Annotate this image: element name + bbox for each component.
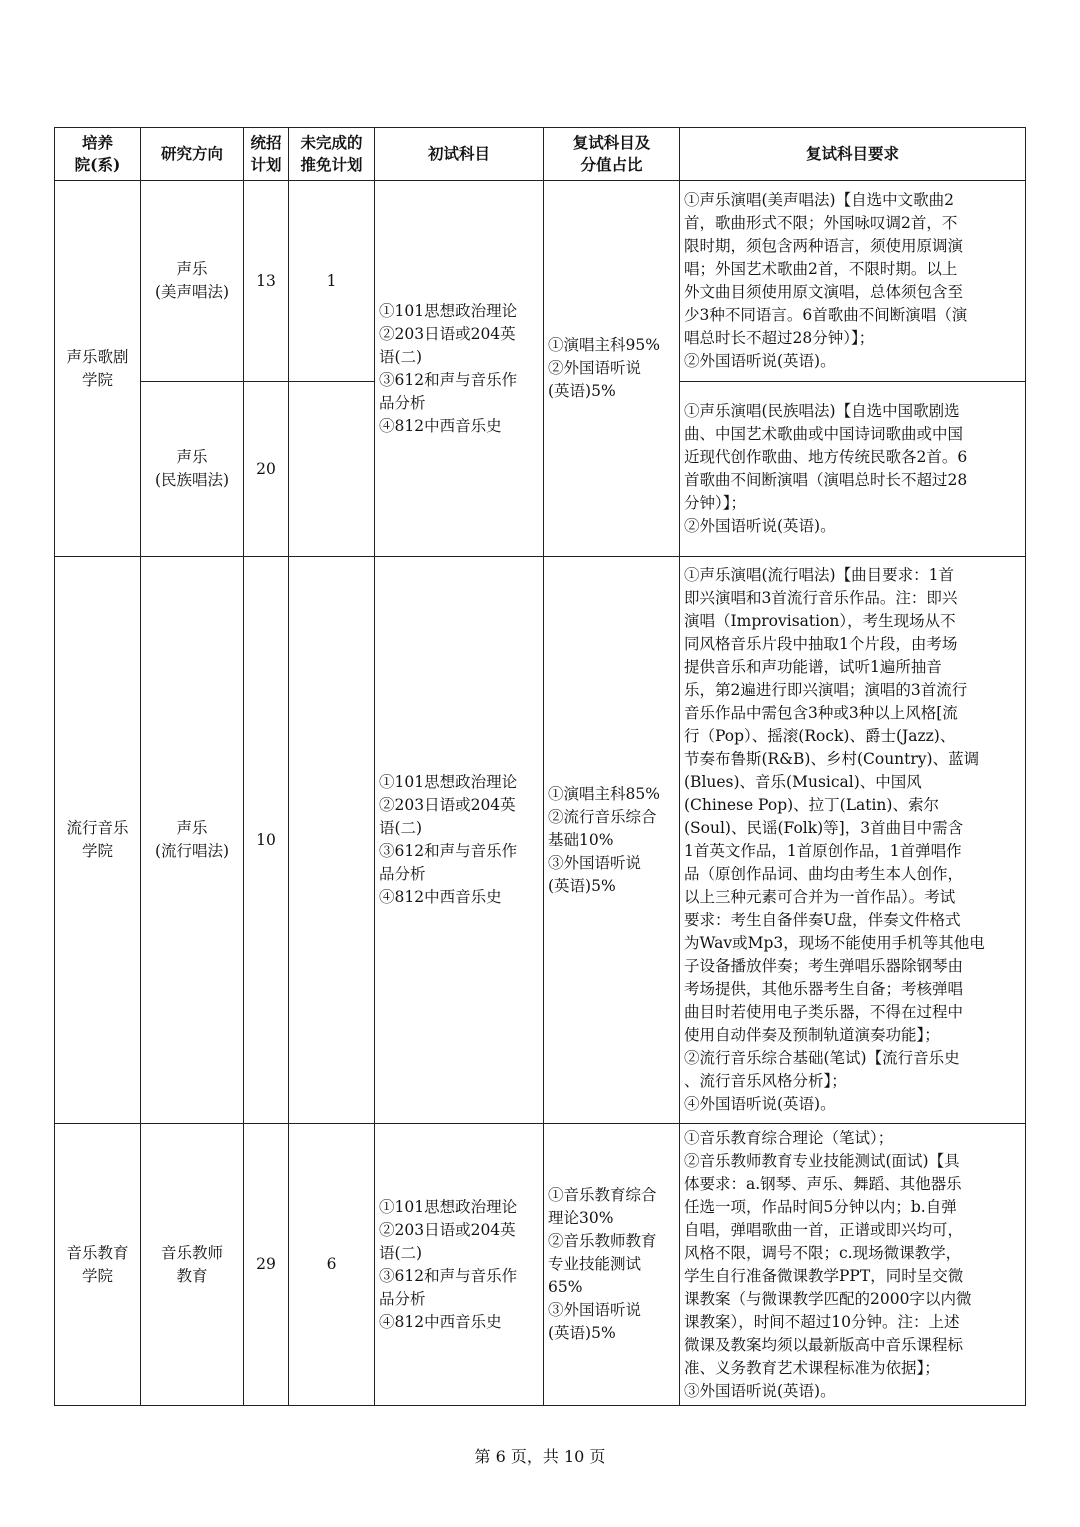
retest-cell: ①音乐教育综合 理论30% ②音乐教师教育 专业技能测试 65% ③外国语听说 (英语)5% bbox=[544, 1124, 680, 1406]
retest-cell: ①演唱主科85% ②流行音乐综合 基础10% ③外国语听说 (英语)5% bbox=[544, 557, 680, 1124]
plan-cell: 10 bbox=[244, 557, 289, 1124]
header-row bbox=[55, 128, 1026, 181]
table-row bbox=[55, 1124, 1026, 1406]
direction-cell: 声乐 (民族唱法) bbox=[141, 382, 244, 557]
first-exam-cell: ①101思想政治理论 ②203日语或204英 语(二) ③612和声与音乐作 品分析 ④812中西音乐史 bbox=[375, 1124, 544, 1406]
direction-cell: 声乐 (美声唱法) bbox=[141, 181, 244, 382]
header-direction: 研究方向 bbox=[141, 128, 244, 181]
plan-cell: 20 bbox=[244, 382, 289, 557]
direction-cell: 声乐 (流行唱法) bbox=[141, 557, 244, 1124]
college-cell: 音乐教育 学院 bbox=[55, 1124, 141, 1406]
exempt-cell: 6 bbox=[289, 1124, 375, 1406]
first-exam-cell: ①101思想政治理论 ②203日语或204英 语(二) ③612和声与音乐作 品分析 ④812中西音乐史 bbox=[375, 557, 544, 1124]
header-plan: 统招 计划 bbox=[244, 128, 289, 181]
requirements-cell: ①音乐教育综合理论（笔试）； ②音乐教师教育专业技能测试(面试)【具 体要求：a.钢琴、声乐、舞蹈、其他器乐 任选一项，作品时间5分钟以内；b.自弹 自唱，弹唱歌曲一首，正谱或即兴均可， 风格不限，调号不限；c.现场微课教学， 学生自行准备微课教学PPT，同时呈交微 课教案（与微课教学匹配的2000字以内微 课教案），时间不超过10分钟。注：上述 微课及教案均须以最新版高中音乐课程标 准、义务教育艺术课程标准为依据】； ③外国语听说(英语)。 bbox=[680, 1124, 1026, 1406]
header-first-exam: 初试科目 bbox=[375, 128, 544, 181]
requirements-cell: ①声乐演唱(流行唱法)【曲目要求：1首 即兴演唱和3首流行音乐作品。注：即兴 演唱（Improvisation），考生现场从不 同风格音乐片段中抽取1个片段，由考场 提供音乐和声功能谱，试听1遍所抽音 乐，第2遍进行即兴演唱；演唱的3首流行 音乐作品中需包含3种或3种以上风格[流 行（Pop）、摇滚(Rock)、爵士(Jazz)、 节奏布鲁斯(R&B)、乡村(Country)、蓝调 (Blues)、音乐(Musical)、中国风 (Chinese Pop)、拉丁(Latin)、索尔 (Soul)、民谣(Folk)等]，3首曲目中需含 1首英文作品，1首原创作品，1首弹唱作 品（原创作品词、曲均由考生本人创作， 以上三种元素可合并为一首作品）。考试 要求：考生自备伴奏U盘，伴奏文件格式 为Wav或Mp3，现场不能使用手机等其他电 子设备播放伴奏；考生弹唱乐器除钢琴由 考场提供，其他乐器考生自备；考核弹唱 曲目时若使用电子类乐器，不得在过程中 使用自动伴奏及预制轨道演奏功能】； ②流行音乐综合基础(笔试)【流行音乐史 、流行音乐风格分析】； ④外国语听说(英语)。 bbox=[680, 557, 1026, 1124]
plan-cell: 29 bbox=[244, 1124, 289, 1406]
exempt-cell bbox=[289, 557, 375, 1124]
page-number: 第 6 页，共 10 页 bbox=[474, 1447, 606, 1466]
requirements-cell: ①声乐演唱(美声唱法)【自选中文歌曲2 首，歌曲形式不限；外国咏叹调2首，不 限时期，须包含两种语言，须使用原调演 唱；外国艺术歌曲2首，不限时期。以上 外文曲目须使用原文演唱，总体须包含至 少3种不同语言。6首歌曲不间断演唱（演 唱总时长不超过28分钟）】； ②外国语听说(英语)。 bbox=[680, 181, 1026, 382]
first-exam-cell: ①101思想政治理论 ②203日语或204英 语(二) ③612和声与音乐作 品分析 ④812中西音乐史 bbox=[375, 181, 544, 557]
exempt-cell: 1 bbox=[289, 181, 375, 382]
admissions-table bbox=[54, 127, 1026, 1406]
plan-cell: 13 bbox=[244, 181, 289, 382]
header-exempt: 未完成的 推免计划 bbox=[289, 128, 375, 181]
college-cell: 流行音乐 学院 bbox=[55, 557, 141, 1124]
college-cell: 声乐歌剧 学院 bbox=[55, 181, 141, 557]
header-college: 培养 院(系) bbox=[55, 128, 141, 181]
table-row bbox=[55, 181, 1026, 382]
direction-cell: 音乐教师 教育 bbox=[141, 1124, 244, 1406]
retest-cell: ①演唱主科95% ②外国语听说 (英语)5% bbox=[544, 181, 680, 557]
exempt-cell bbox=[289, 382, 375, 557]
header-requirements: 复试科目要求 bbox=[680, 128, 1026, 181]
table-row bbox=[55, 557, 1026, 1124]
header-retest: 复试科目及 分值占比 bbox=[544, 128, 680, 181]
requirements-cell: ①声乐演唱(民族唱法)【自选中国歌剧选 曲、中国艺术歌曲或中国诗词歌曲或中国 近现代创作歌曲、地方传统民歌各2首。6 首歌曲不间断演唱（演唱总时长不超过28 分钟）】； ②外国语听说(英语)。 bbox=[680, 382, 1026, 557]
